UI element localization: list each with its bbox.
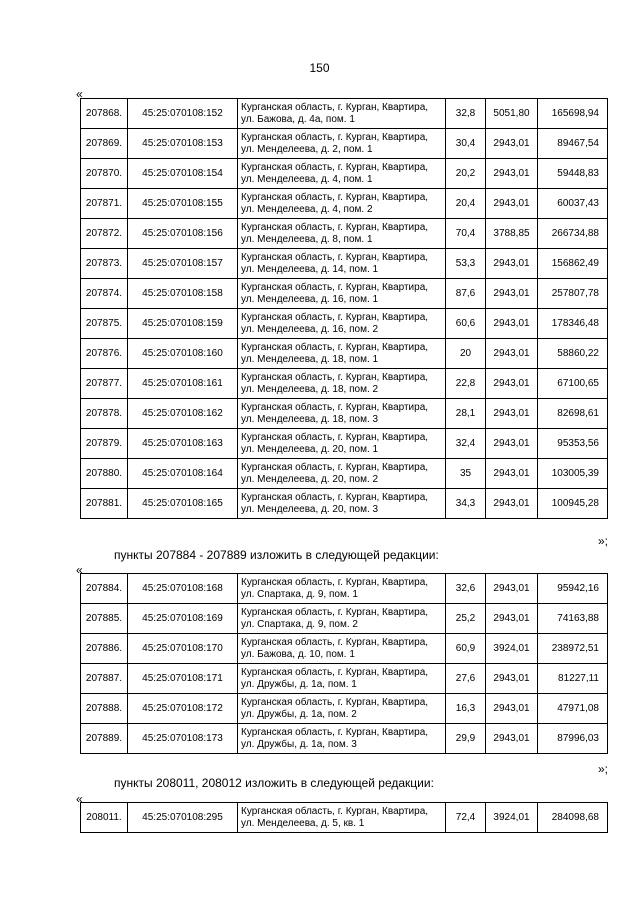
unit-price-cell: 2943,01: [486, 339, 538, 369]
address-cell: Курганская область, г. Курган, Квартира, ул. Менделеева, д. 8, пом. 1: [238, 219, 446, 249]
unit-price-cell: 2943,01: [486, 664, 538, 694]
area-cell: 53,3: [446, 249, 486, 279]
table-row: [81, 399, 608, 429]
total-value-cell: 257807,78: [538, 279, 608, 309]
cadastral-number-cell: 45:25:070108:158: [128, 279, 238, 309]
address-cell: Курганская область, г. Курган, Квартира, ул. Менделеева, д. 18, пом. 2: [238, 369, 446, 399]
cadastral-number-cell: 45:25:070108:159: [128, 309, 238, 339]
address-cell: Курганская область, г. Курган, Квартира, ул. Менделеева, д. 16, пом. 1: [238, 279, 446, 309]
row-number-cell: 207872.: [81, 219, 128, 249]
property-table-3: [80, 802, 608, 833]
row-number-cell: 207873.: [81, 249, 128, 279]
address-cell: Курганская область, г. Курган, Квартира, ул. Менделеева, д. 18, пом. 1: [238, 339, 446, 369]
total-value-cell: 178346,48: [538, 309, 608, 339]
address-cell: Курганская область, г. Курган, Квартира, ул. Менделеева, д. 20, пом. 1: [238, 429, 446, 459]
table-row: [81, 604, 608, 634]
unit-price-cell: 2943,01: [486, 489, 538, 519]
address-cell: Курганская область, г. Курган, Квартира, ул. Спартака, д. 9, пом. 1: [238, 574, 446, 604]
area-cell: 35: [446, 459, 486, 489]
total-value-cell: 87996,03: [538, 724, 608, 754]
total-value-cell: 67100,65: [538, 369, 608, 399]
row-number-cell: 207876.: [81, 339, 128, 369]
table-row: [81, 159, 608, 189]
table-row: [81, 489, 608, 519]
total-value-cell: 89467,54: [538, 129, 608, 159]
row-number-cell: 207878.: [81, 399, 128, 429]
row-number-cell: 207870.: [81, 159, 128, 189]
address-cell: Курганская область, г. Курган, Квартира, ул. Менделеева, д. 18, пом. 3: [238, 399, 446, 429]
address-cell: Курганская область, г. Курган, Квартира, ул. Менделеева, д. 14, пом. 1: [238, 249, 446, 279]
area-cell: 28,1: [446, 399, 486, 429]
address-cell: Курганская область, г. Курган, Квартира, ул. Бажова, д. 10, пом. 1: [238, 634, 446, 664]
table-row: [81, 724, 608, 754]
unit-price-cell: 3924,01: [486, 634, 538, 664]
row-number-cell: 207887.: [81, 664, 128, 694]
area-cell: 60,9: [446, 634, 486, 664]
unit-price-cell: 2943,01: [486, 159, 538, 189]
unit-price-cell: 2943,01: [486, 429, 538, 459]
table-row: [81, 459, 608, 489]
address-cell: Курганская область, г. Курган, Квартира, ул. Дружбы, д. 1а, пом. 1: [238, 664, 446, 694]
cadastral-number-cell: 45:25:070108:163: [128, 429, 238, 459]
area-cell: 27,6: [446, 664, 486, 694]
table-row: [81, 339, 608, 369]
area-cell: 20: [446, 339, 486, 369]
area-cell: 70,4: [446, 219, 486, 249]
cadastral-number-cell: 45:25:070108:165: [128, 489, 238, 519]
amendment-note-2: пункты 208011, 208012 изложить в следующей редакции:: [114, 776, 434, 790]
cadastral-number-cell: 45:25:070108:172: [128, 694, 238, 724]
address-cell: Курганская область, г. Курган, Квартира, ул. Менделеева, д. 20, пом. 2: [238, 459, 446, 489]
row-number-cell: 207885.: [81, 604, 128, 634]
cadastral-number-cell: 45:25:070108:295: [128, 803, 238, 833]
total-value-cell: 95353,56: [538, 429, 608, 459]
unit-price-cell: 2943,01: [486, 574, 538, 604]
property-table-2: [80, 573, 608, 754]
row-number-cell: 207881.: [81, 489, 128, 519]
total-value-cell: 284098,68: [538, 803, 608, 833]
area-cell: 16,3: [446, 694, 486, 724]
table-row: [81, 129, 608, 159]
total-value-cell: 74163,88: [538, 604, 608, 634]
unit-price-cell: 2943,01: [486, 694, 538, 724]
open-quote: «: [76, 87, 83, 101]
table-row: [81, 369, 608, 399]
area-cell: 30,4: [446, 129, 486, 159]
area-cell: 34,3: [446, 489, 486, 519]
row-number-cell: 207874.: [81, 279, 128, 309]
cadastral-number-cell: 45:25:070108:162: [128, 399, 238, 429]
area-cell: 72,4: [446, 803, 486, 833]
address-cell: Курганская область, г. Курган, Квартира, ул. Спартака, д. 9, пом. 2: [238, 604, 446, 634]
cadastral-number-cell: 45:25:070108:160: [128, 339, 238, 369]
unit-price-cell: 2943,01: [486, 724, 538, 754]
table-row: [81, 189, 608, 219]
cadastral-number-cell: 45:25:070108:153: [128, 129, 238, 159]
total-value-cell: 103005,39: [538, 459, 608, 489]
close-quote: »;: [598, 762, 609, 776]
property-table-1: [80, 98, 608, 519]
table-row: [81, 634, 608, 664]
row-number-cell: 207868.: [81, 99, 128, 129]
address-cell: Курганская область, г. Курган, Квартира, ул. Менделеева, д. 20, пом. 3: [238, 489, 446, 519]
area-cell: 32,4: [446, 429, 486, 459]
amendment-note-1: пункты 207884 - 207889 изложить в следующей редакции:: [114, 548, 439, 562]
cadastral-number-cell: 45:25:070108:157: [128, 249, 238, 279]
area-cell: 87,6: [446, 279, 486, 309]
row-number-cell: 207879.: [81, 429, 128, 459]
total-value-cell: 95942,16: [538, 574, 608, 604]
open-quote: «: [76, 792, 83, 806]
area-cell: 22,8: [446, 369, 486, 399]
area-cell: 20,2: [446, 159, 486, 189]
cadastral-number-cell: 45:25:070108:154: [128, 159, 238, 189]
total-value-cell: 100945,28: [538, 489, 608, 519]
unit-price-cell: 2943,01: [486, 459, 538, 489]
total-value-cell: 165698,94: [538, 99, 608, 129]
area-cell: 32,8: [446, 99, 486, 129]
unit-price-cell: 2943,01: [486, 189, 538, 219]
address-cell: Курганская область, г. Курган, Квартира, ул. Менделеева, д. 16, пом. 2: [238, 309, 446, 339]
row-number-cell: 207880.: [81, 459, 128, 489]
total-value-cell: 238972,51: [538, 634, 608, 664]
total-value-cell: 47971,08: [538, 694, 608, 724]
address-cell: Курганская область, г. Курган, Квартира, ул. Дружбы, д. 1а, пом. 3: [238, 724, 446, 754]
unit-price-cell: 2943,01: [486, 249, 538, 279]
area-cell: 32,6: [446, 574, 486, 604]
address-cell: Курганская область, г. Курган, Квартира, ул. Дружбы, д. 1а, пом. 2: [238, 694, 446, 724]
table-row: [81, 574, 608, 604]
unit-price-cell: 2943,01: [486, 399, 538, 429]
cadastral-number-cell: 45:25:070108:161: [128, 369, 238, 399]
close-quote: »;: [598, 534, 609, 548]
area-cell: 60,6: [446, 309, 486, 339]
total-value-cell: 59448,83: [538, 159, 608, 189]
table-row: [81, 694, 608, 724]
total-value-cell: 82698,61: [538, 399, 608, 429]
table-row: [81, 309, 608, 339]
unit-price-cell: 2943,01: [486, 279, 538, 309]
row-number-cell: 207871.: [81, 189, 128, 219]
total-value-cell: 156862,49: [538, 249, 608, 279]
cadastral-number-cell: 45:25:070108:155: [128, 189, 238, 219]
address-cell: Курганская область, г. Курган, Квартира, ул. Менделеева, д. 5, кв. 1: [238, 803, 446, 833]
cadastral-number-cell: 45:25:070108:156: [128, 219, 238, 249]
open-quote: «: [76, 563, 83, 577]
table-row: [81, 219, 608, 249]
unit-price-cell: 5051,80: [486, 99, 538, 129]
table-row: [81, 99, 608, 129]
row-number-cell: 207889.: [81, 724, 128, 754]
unit-price-cell: 2943,01: [486, 369, 538, 399]
area-cell: 20,4: [446, 189, 486, 219]
cadastral-number-cell: 45:25:070108:170: [128, 634, 238, 664]
area-cell: 29,9: [446, 724, 486, 754]
cadastral-number-cell: 45:25:070108:164: [128, 459, 238, 489]
address-cell: Курганская область, г. Курган, Квартира, ул. Бажова, д. 4а, пом. 1: [238, 99, 446, 129]
total-value-cell: 266734,88: [538, 219, 608, 249]
cadastral-number-cell: 45:25:070108:171: [128, 664, 238, 694]
total-value-cell: 60037,43: [538, 189, 608, 219]
row-number-cell: 208011.: [81, 803, 128, 833]
table-row: [81, 279, 608, 309]
table-row: [81, 664, 608, 694]
total-value-cell: 58860,22: [538, 339, 608, 369]
cadastral-number-cell: 45:25:070108:173: [128, 724, 238, 754]
unit-price-cell: 3788,85: [486, 219, 538, 249]
cadastral-number-cell: 45:25:070108:169: [128, 604, 238, 634]
unit-price-cell: 2943,01: [486, 309, 538, 339]
unit-price-cell: 2943,01: [486, 604, 538, 634]
area-cell: 25,2: [446, 604, 486, 634]
table-row: [81, 803, 608, 833]
cadastral-number-cell: 45:25:070108:168: [128, 574, 238, 604]
page-number: 150: [309, 61, 330, 75]
address-cell: Курганская область, г. Курган, Квартира, ул. Менделеева, д. 4, пом. 2: [238, 189, 446, 219]
row-number-cell: 207877.: [81, 369, 128, 399]
table-row: [81, 429, 608, 459]
unit-price-cell: 2943,01: [486, 129, 538, 159]
table-row: [81, 249, 608, 279]
row-number-cell: 207888.: [81, 694, 128, 724]
row-number-cell: 207869.: [81, 129, 128, 159]
unit-price-cell: 3924,01: [486, 803, 538, 833]
address-cell: Курганская область, г. Курган, Квартира, ул. Менделеева, д. 4, пом. 1: [238, 159, 446, 189]
cadastral-number-cell: 45:25:070108:152: [128, 99, 238, 129]
row-number-cell: 207884.: [81, 574, 128, 604]
address-cell: Курганская область, г. Курган, Квартира, ул. Менделеева, д. 2, пом. 1: [238, 129, 446, 159]
total-value-cell: 81227,11: [538, 664, 608, 694]
row-number-cell: 207886.: [81, 634, 128, 664]
row-number-cell: 207875.: [81, 309, 128, 339]
